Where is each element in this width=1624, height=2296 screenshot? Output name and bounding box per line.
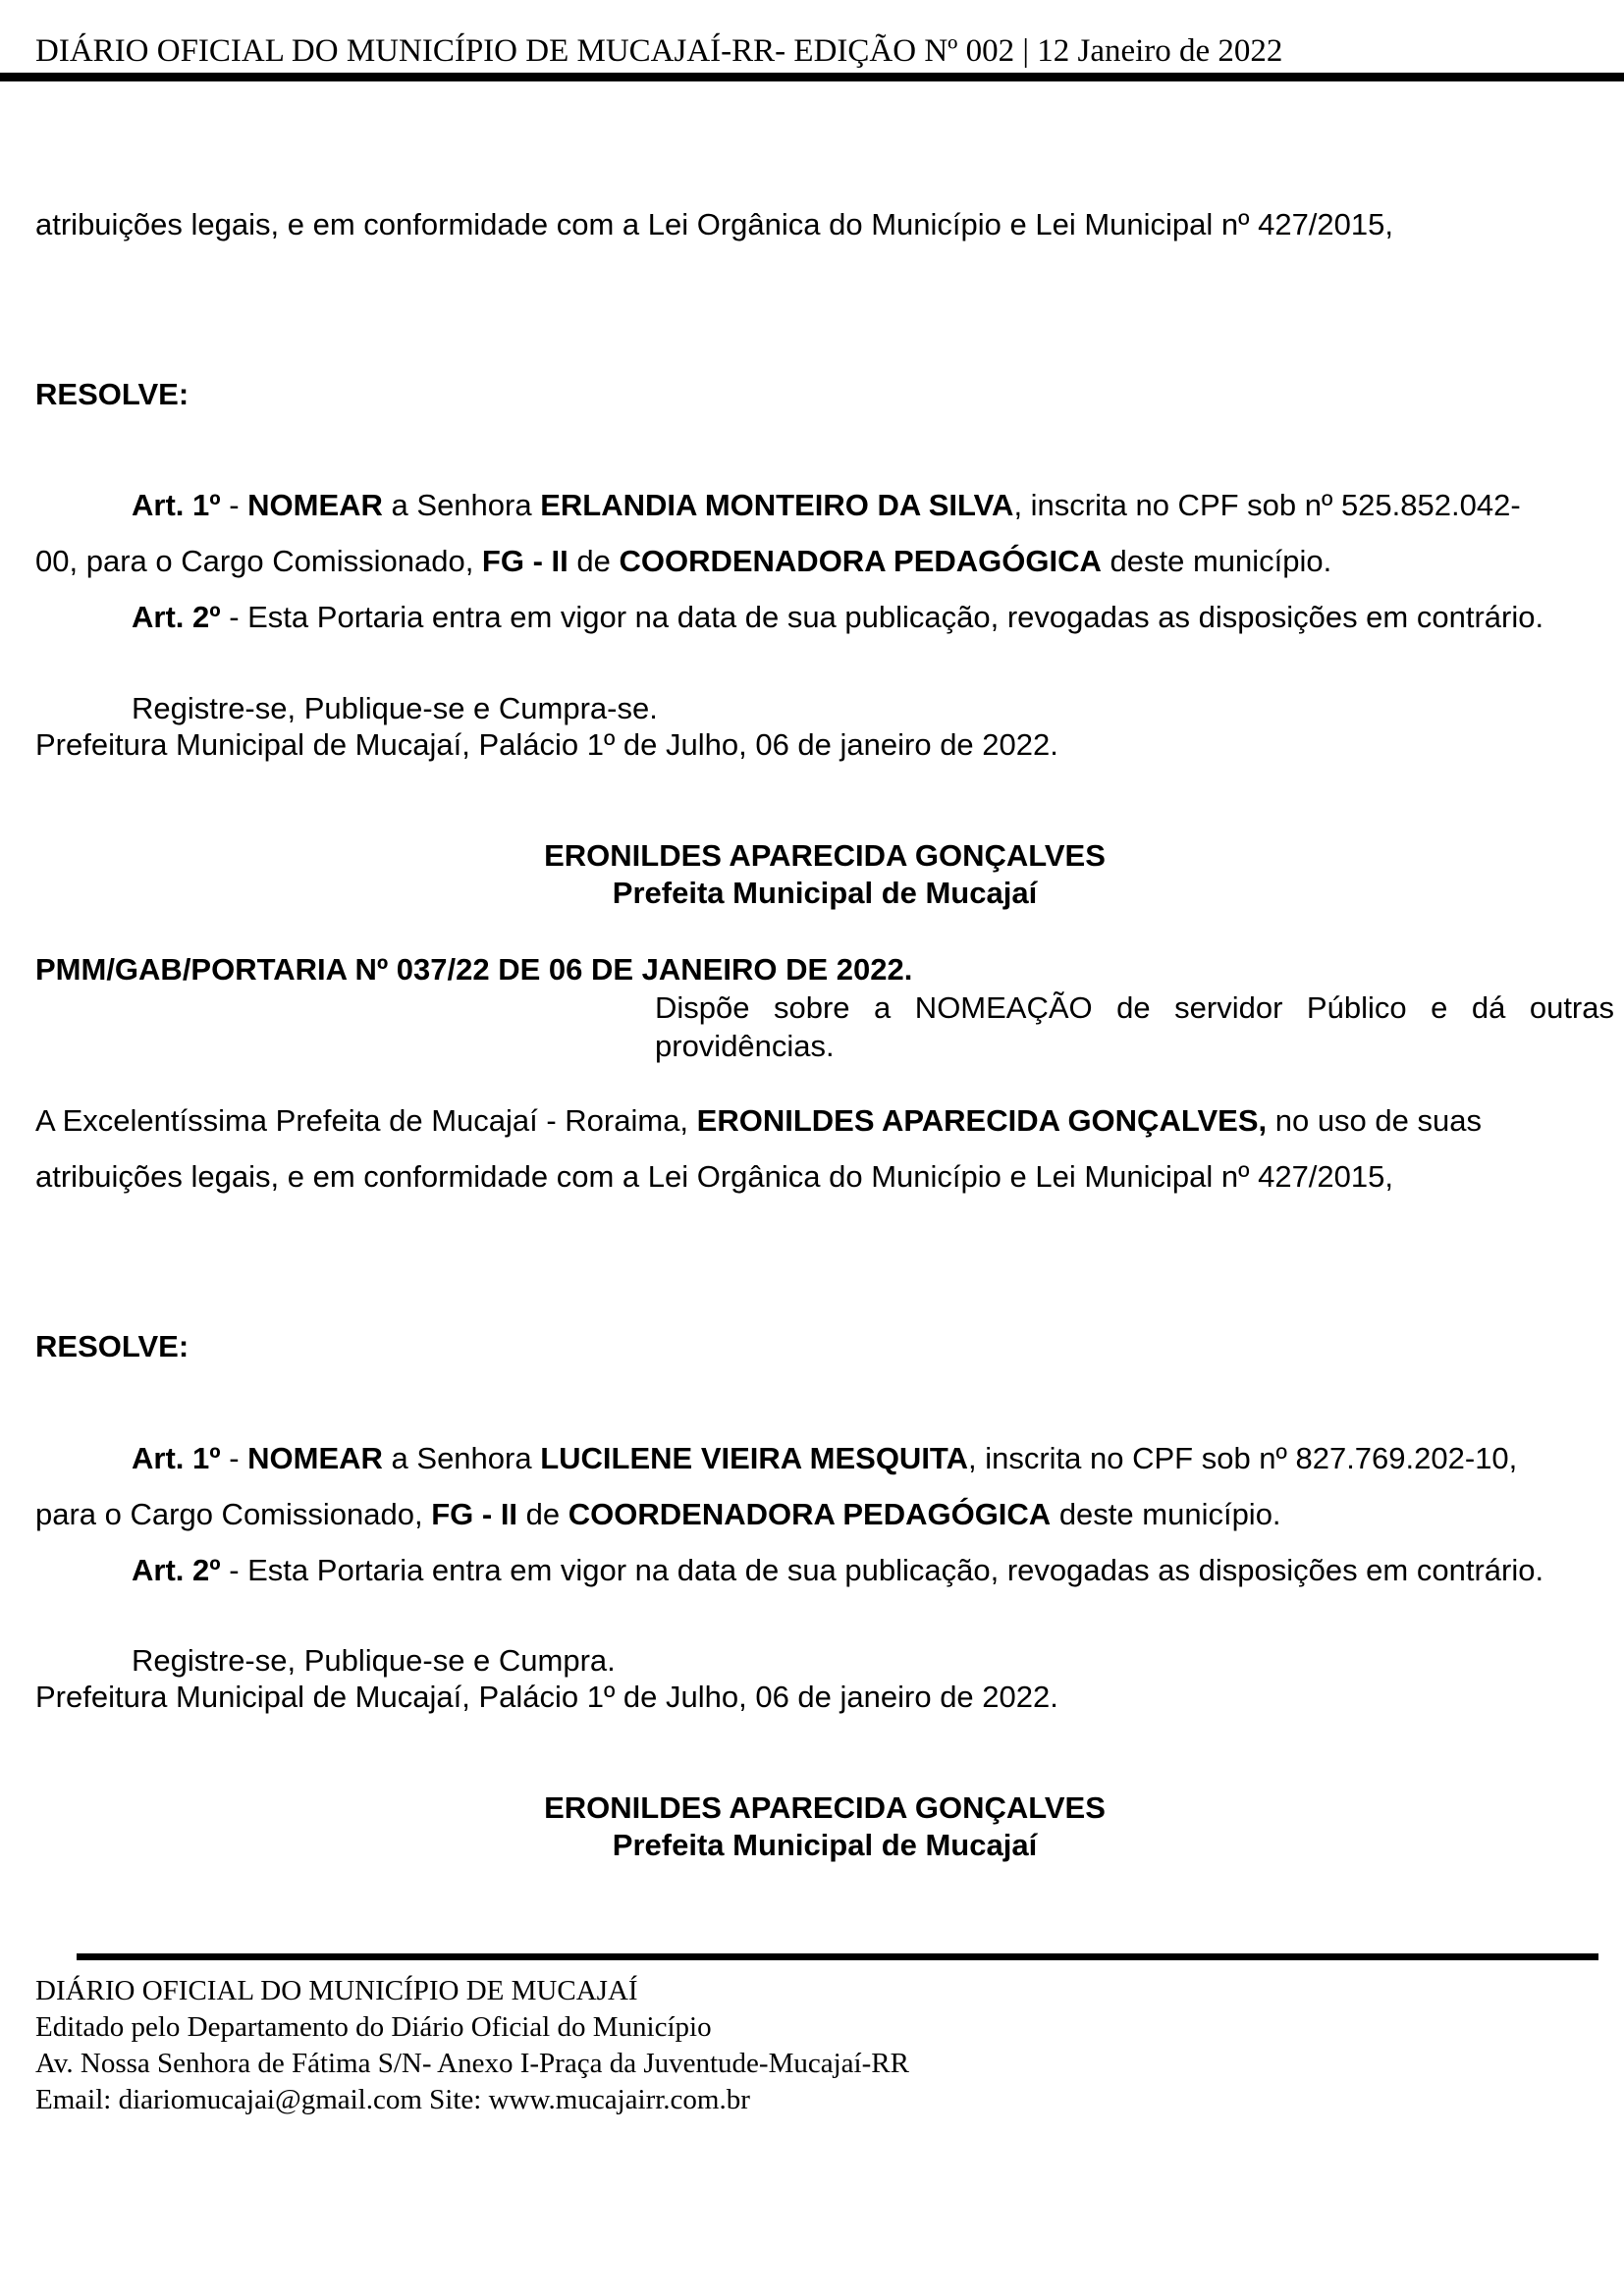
- prefeitura-block1: Prefeitura Municipal de Mucajaí, Palácio 1º de Julho, 06 de janeiro de 2022.: [35, 727, 1058, 762]
- registre-block1: Registre-se, Publique-se e Cumpra-se.: [132, 691, 658, 725]
- registre-block2: Registre-se, Publique-se e Cumpra.: [132, 1643, 616, 1678]
- footer: [35, 1973, 909, 2118]
- signature-block-2: [0, 1789, 1624, 1864]
- footer-line4: Email: diariomucajai@gmail.com Site: www.mucajairr.com.br: [35, 2084, 750, 2115]
- art2-block1: Art. 2º - Esta Portaria entra em vigor na data de sua publicação, revogadas as disposições em contrário.: [132, 600, 1544, 634]
- art1-line1-block1: Art. 1º - NOMEAR a Senhora ERLANDIA MONTEIRO DA SILVA, inscrita no CPF sob nº 525.852.042-: [132, 488, 1521, 522]
- intro-tail-2: atribuições legais, e em conformidade com a Lei Orgânica do Município e Lei Municipal nº 427/2015,: [35, 1159, 1393, 1194]
- art1-line2-block1: 00, para o Cargo Comissionado, FG - II de COORDENADORA PEDAGÓGICA deste município.: [35, 544, 1332, 578]
- resolve-heading-1: RESOLVE:: [35, 377, 189, 411]
- ementa-line1: Dispõe sobre a NOMEAÇÃO de servidor Público e dá outras: [655, 990, 1614, 1025]
- footer-line3: Av. Nossa Senhora de Fátima S/N- Anexo I-Praça da Juventude-Mucajaí-RR: [35, 2048, 909, 2079]
- footer-rule: [77, 1953, 1598, 1960]
- footer-line1: DIÁRIO OFICIAL DO MUNICÍPIO DE MUCAJAÍ: [35, 1975, 638, 2006]
- prefeitura-block2: Prefeitura Municipal de Mucajaí, Palácio 1º de Julho, 06 de janeiro de 2022.: [35, 1680, 1058, 1714]
- resolve-heading-2: RESOLVE:: [35, 1329, 189, 1363]
- signature-block-1: [0, 837, 1624, 912]
- intro-line1-block2: A Excelentíssima Prefeita de Mucajaí - Roraima, ERONILDES APARECIDA GONÇALVES, no uso de suas: [35, 1103, 1482, 1138]
- signer-role-1: Prefeita Municipal de Mucajaí: [612, 876, 1038, 910]
- art1-line1-block2: Art. 1º - NOMEAR a Senhora LUCILENE VIEIRA MESQUITA, inscrita no CPF sob nº 827.769.202-10,: [132, 1441, 1518, 1475]
- header-title: DIÁRIO OFICIAL DO MUNICÍPIO DE MUCAJAÍ-RR- EDIÇÃO Nº 002 | 12 Janeiro de 2022: [35, 33, 1283, 69]
- signer-name-1: ERONILDES APARECIDA GONÇALVES: [544, 838, 1106, 873]
- art1-line2-block2: para o Cargo Comissionado, FG - II de COORDENADORA PEDAGÓGICA deste município.: [35, 1497, 1281, 1531]
- art2-block2: Art. 2º - Esta Portaria entra em vigor na data de sua publicação, revogadas as disposições em contrário.: [132, 1553, 1544, 1587]
- ementa-line2: providências.: [655, 1029, 835, 1063]
- intro-tail-1: atribuições legais, e em conformidade com a Lei Orgânica do Município e Lei Municipal nº 427/2015,: [35, 207, 1393, 241]
- portaria-title: PMM/GAB/PORTARIA Nº 037/22 DE 06 DE JANEIRO DE 2022.: [35, 952, 913, 987]
- signer-role-2: Prefeita Municipal de Mucajaí: [612, 1828, 1038, 1862]
- header-rule: [0, 73, 1624, 81]
- signer-name-2: ERONILDES APARECIDA GONÇALVES: [544, 1790, 1106, 1825]
- footer-line2: Editado pelo Departamento do Diário Oficial do Município: [35, 2011, 712, 2043]
